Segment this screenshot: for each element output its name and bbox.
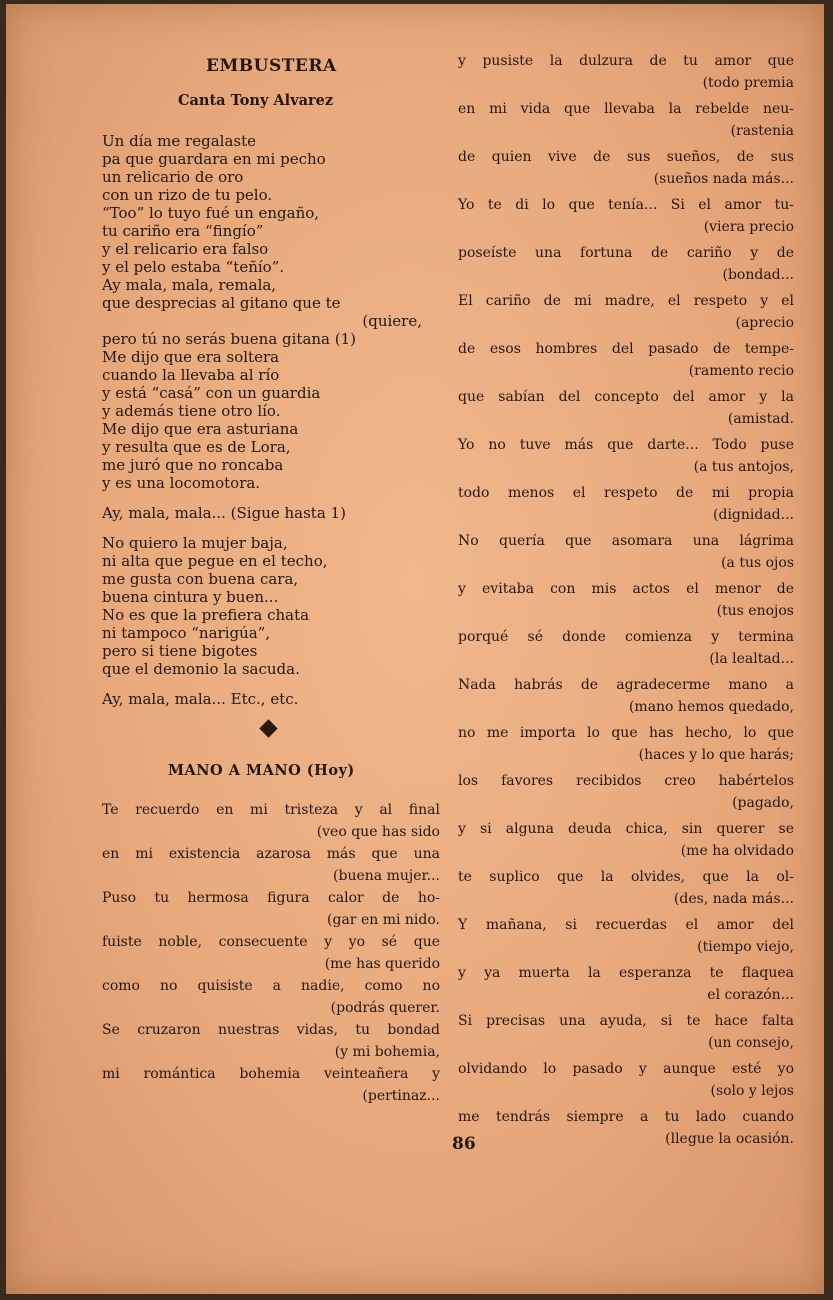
lyric-stanza: [458, 626, 794, 670]
lyric-continuation-line: (des, nada más...: [673, 891, 794, 907]
lyric-continuation-line: (tiempo viejo,: [697, 939, 794, 955]
lyric-line: Si precisas una ayuda, si te hace falta: [458, 1013, 794, 1029]
lyric-stanza: [458, 386, 794, 430]
song-title-mano-a-mano: MANO A MANO (Hoy): [168, 762, 355, 779]
lyric-line: Yo no tuve más que darte... Todo puse: [458, 437, 794, 453]
lyric-continuation-line: el corazón...: [707, 987, 794, 1003]
lyric-line: tu cariño era “fingío”: [102, 222, 264, 240]
refrain-line: Ay, mala, mala... (Sigue hasta 1): [102, 504, 346, 522]
lyric-line: y además tiene otro lío.: [102, 402, 281, 420]
lyric-line: un relicario de oro: [102, 168, 244, 186]
lyric-continuation-line: (amistad.: [727, 411, 794, 427]
lyric-line: El cariño de mi madre, el respeto y el: [458, 293, 794, 309]
lyric-continuation-line: (dignidad...: [713, 507, 794, 523]
lyric-line: me tendrás siempre a tu lado cuando: [458, 1109, 794, 1125]
lyric-continuation-line: (gar en mi nido.: [327, 912, 440, 928]
lyric-line: Me dijo que era asturiana: [102, 420, 299, 438]
lyric-line: que desprecias al gitano que te: [102, 294, 341, 312]
lyric-line: pero si tiene bigotes: [102, 642, 258, 660]
lyric-continuation-line: (a tus antojos,: [693, 459, 794, 475]
lyric-line: y ya muerta la esperanza te flaquea: [458, 965, 794, 981]
lyric-line: como no quisiste a nadie, como no: [102, 978, 440, 994]
lyric-line: mi romántica bohemia veinteañera y: [102, 1066, 440, 1082]
lyric-line: Se cruzaron nuestras vidas, tu bondad: [102, 1022, 440, 1038]
lyric-line: de esos hombres del pasado de tempe-: [458, 341, 794, 357]
song-lyrics-continued: [458, 50, 794, 1154]
lyric-line: que sabían del concepto del amor y la: [458, 389, 794, 405]
lyric-stanza: [102, 1063, 440, 1107]
lyric-continuation-line: (solo y lejos: [710, 1083, 794, 1099]
lyric-stanza: [458, 1058, 794, 1102]
lyric-continuation-line: (todo premia: [702, 75, 794, 91]
lyric-line: ni tampoco “narigúa”,: [102, 624, 271, 642]
lyric-line: y el relicario era falso: [102, 240, 269, 258]
refrain-line: Ay, mala, mala... Etc., etc.: [102, 690, 299, 708]
lyric-continuation-line: (buena mujer...: [333, 868, 440, 884]
lyric-line: No quería que asomara una lágrima: [458, 533, 794, 549]
lyric-continuation-line: (ramento recio: [688, 363, 794, 379]
lyric-line: en mi vida que llevaba la rebelde neu-: [458, 101, 794, 117]
lyric-line: y evitaba con mis actos el menor de: [458, 581, 794, 597]
lyric-line: Te recuerdo en mi tristeza y al final: [102, 802, 440, 818]
lyric-line: “Too” lo tuyo fué un engaño,: [102, 204, 320, 222]
lyric-continuation-line: (mano hemos quedado,: [628, 699, 794, 715]
lyric-stanza: [458, 770, 794, 814]
lyric-line: pero tú no serás buena gitana (1): [102, 330, 357, 348]
lyric-line: que el demonio la sacuda.: [102, 660, 300, 678]
lyric-line: Y mañana, si recuerdas el amor del: [458, 917, 794, 933]
lyric-continuation-line: (pagado,: [732, 795, 794, 811]
lyric-continuation-line: (veo que has sido: [316, 824, 440, 840]
lyric-stanza: [102, 931, 440, 975]
lyric-line: no me importa lo que has hecho, lo que: [458, 725, 794, 741]
lyric-line: te suplico que la olvides, que la ol-: [458, 869, 794, 885]
lyric-line: Me dijo que era soltera: [102, 348, 280, 366]
lyric-line: poseíste una fortuna de cariño y de: [458, 245, 794, 261]
lyric-line: (quiere,: [362, 312, 422, 330]
lyric-stanza: [458, 50, 794, 94]
lyric-stanza: [458, 194, 794, 238]
lyric-stanza: [102, 1019, 440, 1063]
lyric-continuation-line: (haces y lo que harás;: [638, 747, 794, 763]
lyric-continuation-line: (pertinaz...: [362, 1088, 440, 1104]
lyric-line: y el pelo estaba “teñío”.: [102, 258, 285, 276]
lyric-continuation-line: (la lealtad...: [709, 651, 794, 667]
lyric-stanza: [458, 482, 794, 526]
lyric-continuation-line: (podrás querer.: [330, 1000, 440, 1016]
lyric-continuation-line: (aprecio: [735, 315, 794, 331]
lyric-line: olvidando lo pasado y aunque esté yo: [458, 1061, 794, 1077]
lyric-line: Yo te di lo que tenía... Si el amor tu-: [458, 197, 794, 213]
lyric-line: con un rizo de tu pelo.: [102, 186, 273, 204]
lyric-stanza: [458, 290, 794, 334]
lyric-continuation-line: (llegue la ocasión.: [665, 1131, 794, 1147]
song-lyrics-mano-a-mano: [102, 799, 440, 1107]
lyric-line: Ay mala, mala, remala,: [102, 276, 277, 294]
lyric-line: No es que la prefiera chata: [102, 606, 310, 624]
lyric-stanza: [102, 799, 440, 843]
lyric-line: buena cintura y buen...: [102, 588, 279, 606]
lyric-stanza: [102, 975, 440, 1019]
song-subtitle-singer: Canta Tony Alvarez: [178, 92, 334, 109]
lyric-stanza: [458, 866, 794, 910]
lyric-continuation-line: (me ha olvidado: [680, 843, 794, 859]
lyric-line: me juró que no roncaba: [102, 456, 284, 474]
lyric-stanza: [458, 818, 794, 862]
lyric-line: ni alta que pegue en el techo,: [102, 552, 328, 570]
lyric-stanza: [458, 722, 794, 766]
lyric-line: y es una locomotora.: [102, 474, 261, 492]
lyric-line: pa que guardara en mi pecho: [102, 150, 326, 168]
lyric-stanza: [458, 578, 794, 622]
lyric-line: de quien vive de sus sueños, de sus: [458, 149, 794, 165]
lyric-line: cuando la llevaba al río: [102, 366, 280, 384]
lyric-stanza: [458, 914, 794, 958]
lyric-line: y está “casá” con un guardia: [102, 384, 321, 402]
lyric-line: y si alguna deuda chica, sin querer se: [458, 821, 794, 837]
lyric-continuation-line: (sueños nada más...: [653, 171, 794, 187]
lyric-line: Puso tu hermosa figura calor de ho-: [102, 890, 440, 906]
lyric-stanza: [102, 887, 440, 931]
lyric-stanza: [458, 98, 794, 142]
lyric-line: los favores recibidos creo habértelos: [458, 773, 794, 789]
lyric-stanza: [102, 843, 440, 887]
lyric-continuation-line: (me has querido: [324, 956, 440, 972]
book-page: [6, 4, 824, 1294]
diamond-ornament-icon: [259, 719, 277, 737]
lyric-stanza: [458, 338, 794, 382]
page-number: 86: [452, 1134, 476, 1154]
song-lyrics-embustera: [102, 132, 422, 708]
song-title-embustera: EMBUSTERA: [206, 56, 337, 76]
lyric-stanza: [458, 530, 794, 574]
lyric-stanza: [458, 146, 794, 190]
lyric-line: en mi existencia azarosa más que una: [102, 846, 440, 862]
lyric-continuation-line: (a tus ojos: [721, 555, 794, 571]
lyric-line: todo menos el respeto de mi propia: [458, 485, 794, 501]
lyric-line: Un día me regalaste: [102, 132, 256, 150]
lyric-line: fuiste noble, consecuente y yo sé que: [102, 934, 440, 950]
lyric-continuation-line: (y mi bohemia,: [334, 1044, 440, 1060]
lyric-line: y resulta que es de Lora,: [102, 438, 291, 456]
lyric-line: me gusta con buena cara,: [102, 570, 299, 588]
lyric-continuation-line: (bondad...: [722, 267, 794, 283]
lyric-continuation-line: (viera precio: [703, 219, 794, 235]
lyric-stanza: [458, 1106, 794, 1150]
lyric-line: y pusiste la dulzura de tu amor que: [458, 53, 794, 69]
lyric-continuation-line: (tus enojos: [716, 603, 794, 619]
lyric-line: Nada habrás de agradecerme mano a: [458, 677, 794, 693]
lyric-stanza: [458, 434, 794, 478]
lyric-line: porqué sé donde comienza y termina: [458, 629, 794, 645]
lyric-stanza: [458, 242, 794, 286]
lyric-line: No quiero la mujer baja,: [102, 534, 288, 552]
lyric-stanza: [458, 674, 794, 718]
lyric-continuation-line: (un consejo,: [708, 1035, 794, 1051]
lyric-stanza: [458, 962, 794, 1006]
lyric-stanza: [458, 1010, 794, 1054]
lyric-continuation-line: (rastenia: [730, 123, 794, 139]
